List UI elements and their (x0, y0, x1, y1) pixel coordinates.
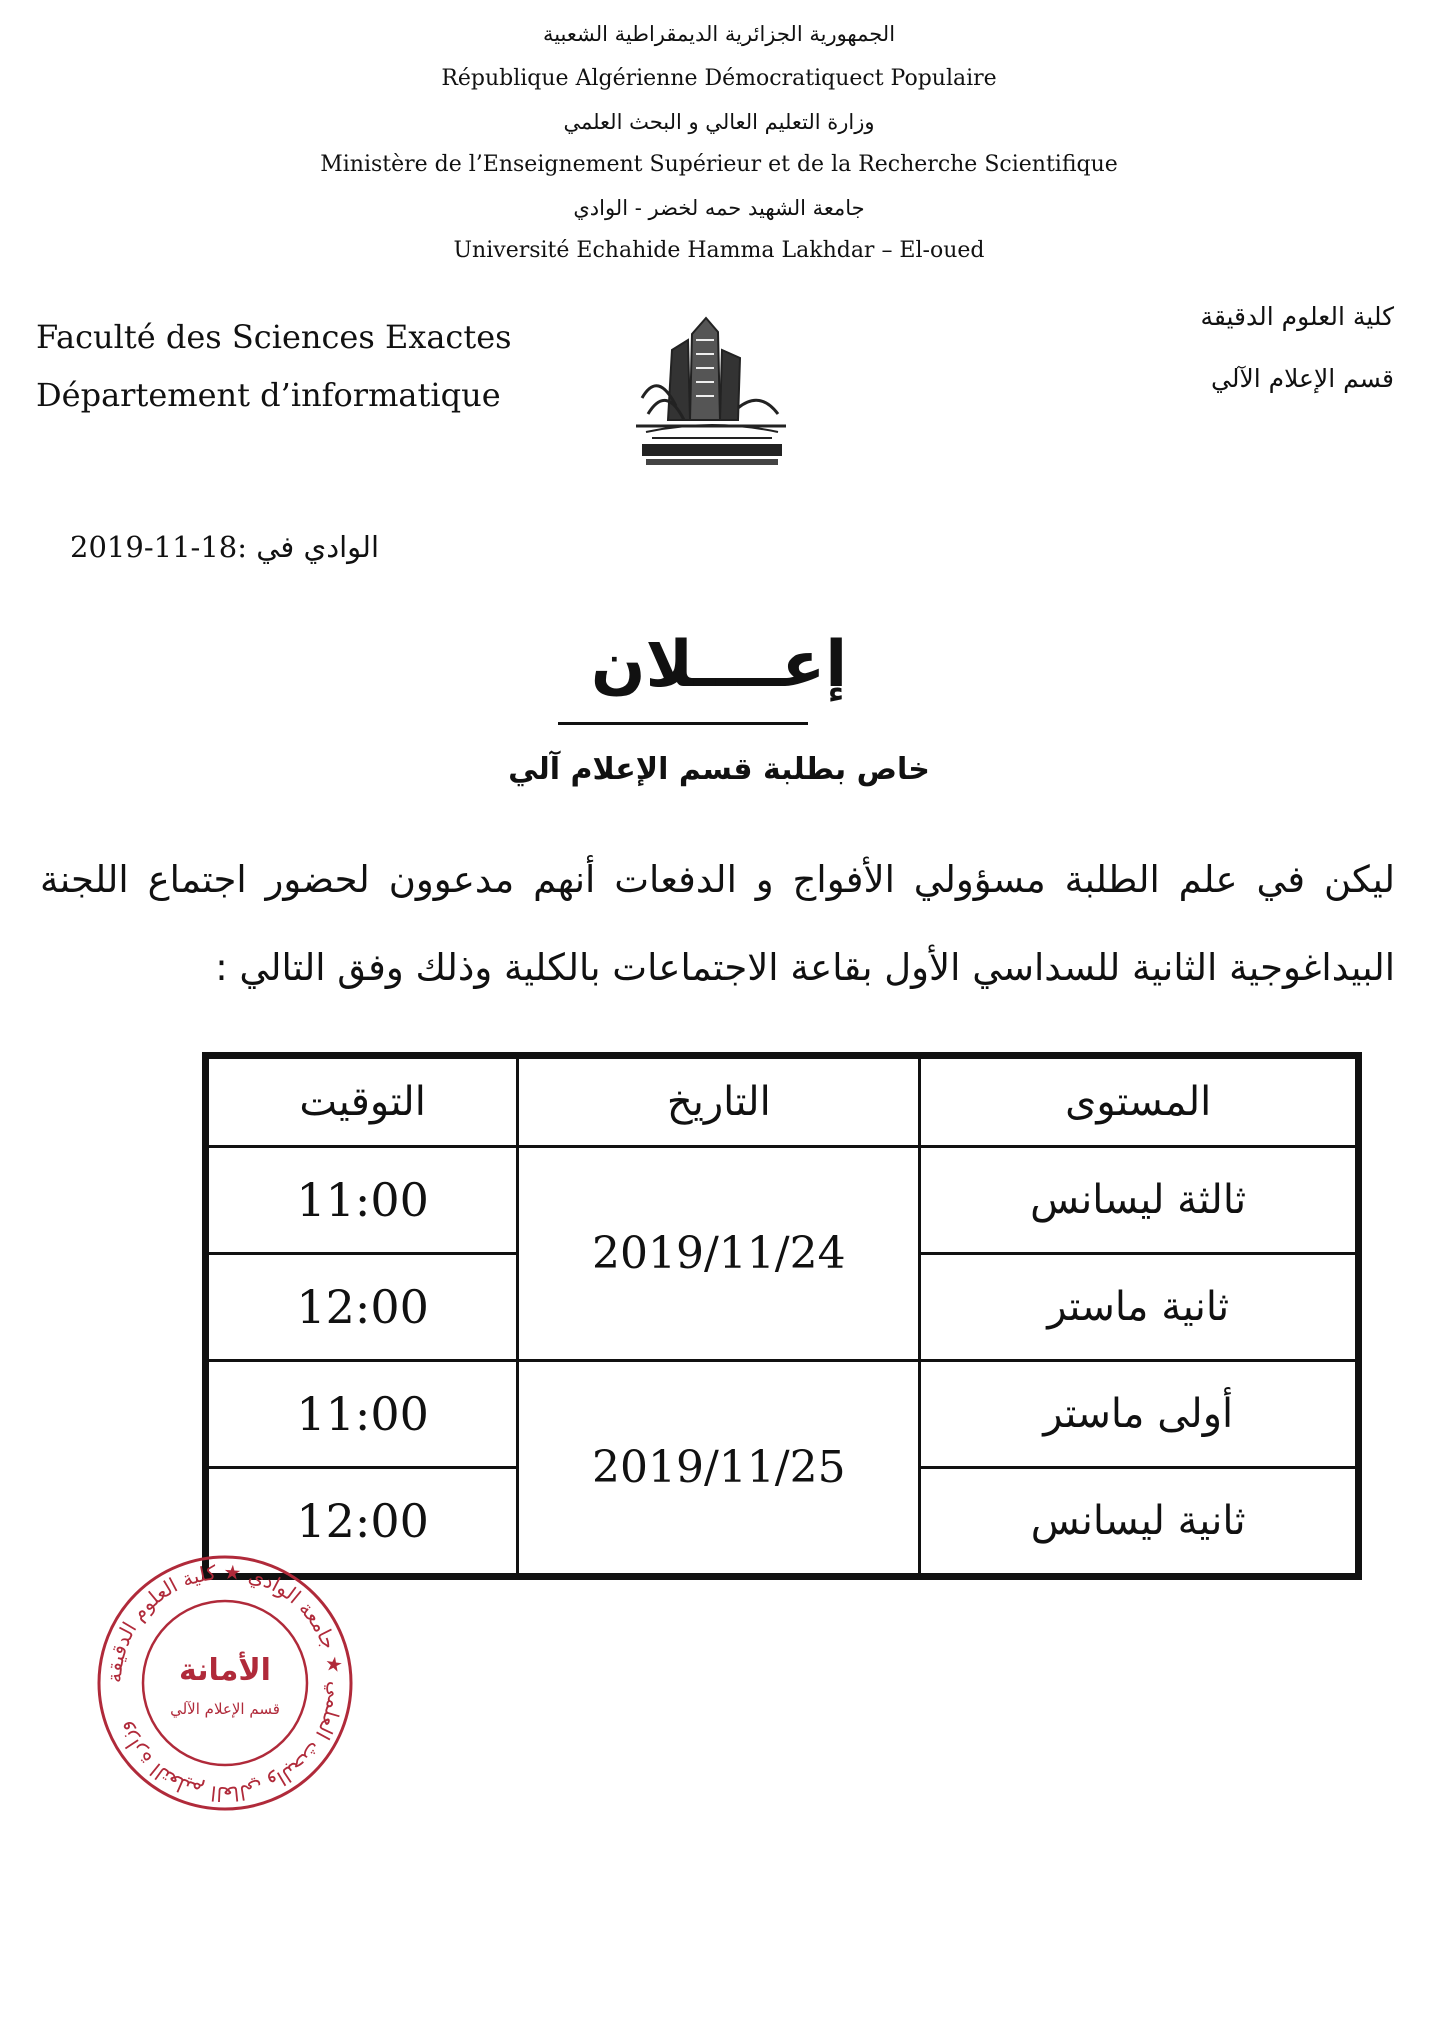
cell-level: أولى ماستر (920, 1361, 1357, 1468)
stamp-center-text: الأمانة (179, 1653, 271, 1688)
cell-time: 12:00 (208, 1254, 518, 1361)
page-title: إعــــلان (590, 628, 848, 702)
cell-time: 11:00 (208, 1361, 518, 1468)
schedule-table (202, 1052, 1362, 1580)
logo-caption (628, 440, 796, 441)
cell-date: 2019/11/24 (518, 1147, 920, 1361)
faculty-block-fr (36, 308, 512, 424)
university-fr: Université Echahide Hamma Lakhdar – El-oued (453, 238, 985, 263)
republic-ar: الجمهورية الجزائرية الديمقراطية الشعبية (542, 22, 896, 46)
stamp-ring-text: وزارة التعليم العالي والبحث العلمي ★ جامعة الوادي ★ كلية العلوم الدقيقة (101, 1559, 349, 1807)
official-stamp (94, 1552, 356, 1814)
header-level: المستوى (920, 1058, 1357, 1147)
cell-level: ثالثة ليسانس (920, 1147, 1357, 1254)
table-row (208, 1361, 1357, 1468)
republic-fr: République Algérienne Démocratiquect Populaire (441, 66, 997, 91)
table-row (208, 1147, 1357, 1254)
stamp-sub-text: قسم الإعلام الآلي (170, 1700, 280, 1718)
ministry-ar: وزارة التعليم العالي و البحث العلمي (563, 110, 875, 134)
page-subtitle: خاص بطلبة قسم الإعلام آلي (508, 752, 930, 787)
title-underline (558, 722, 808, 725)
university-ar: جامعة الشهيد حمه لخضر - الوادي (573, 196, 865, 220)
ministry-fr: Ministère de l’Enseignement Supérieur et de la Recherche Scientifique (320, 152, 1118, 177)
faculty-block-ar (1200, 286, 1394, 410)
cell-time: 11:00 (208, 1147, 518, 1254)
cell-date: 2019/11/25 (518, 1361, 920, 1575)
faculty-name-ar: كلية العلوم الدقيقة (1200, 302, 1394, 331)
document-date: الوادي في :18-11-2019 (70, 530, 380, 564)
header-time: التوقيت (208, 1058, 518, 1147)
cell-level: ثانية ليسانس (920, 1468, 1357, 1575)
faculty-name-fr: Faculté des Sciences Exactes (36, 318, 512, 356)
announcement-body: ليكن في علم الطلبة مسؤولي الأفواج و الدفعات أنهم مدعوون لحضور اجتماع اللجنة البيداغوجية الثانية للسداسي الأول بقاعة الاجتماعات بالكلية وذلك وفق التالي : (40, 858, 1395, 989)
header-date: التاريخ (518, 1058, 920, 1147)
department-name-fr: Département d’informatique (36, 376, 501, 414)
university-building-logo-icon (628, 310, 796, 472)
table-header-row (208, 1058, 1357, 1147)
cell-time: 12:00 (208, 1468, 518, 1575)
department-name-ar: قسم الإعلام الآلي (1211, 364, 1394, 393)
cell-level: ثانية ماستر (920, 1254, 1357, 1361)
